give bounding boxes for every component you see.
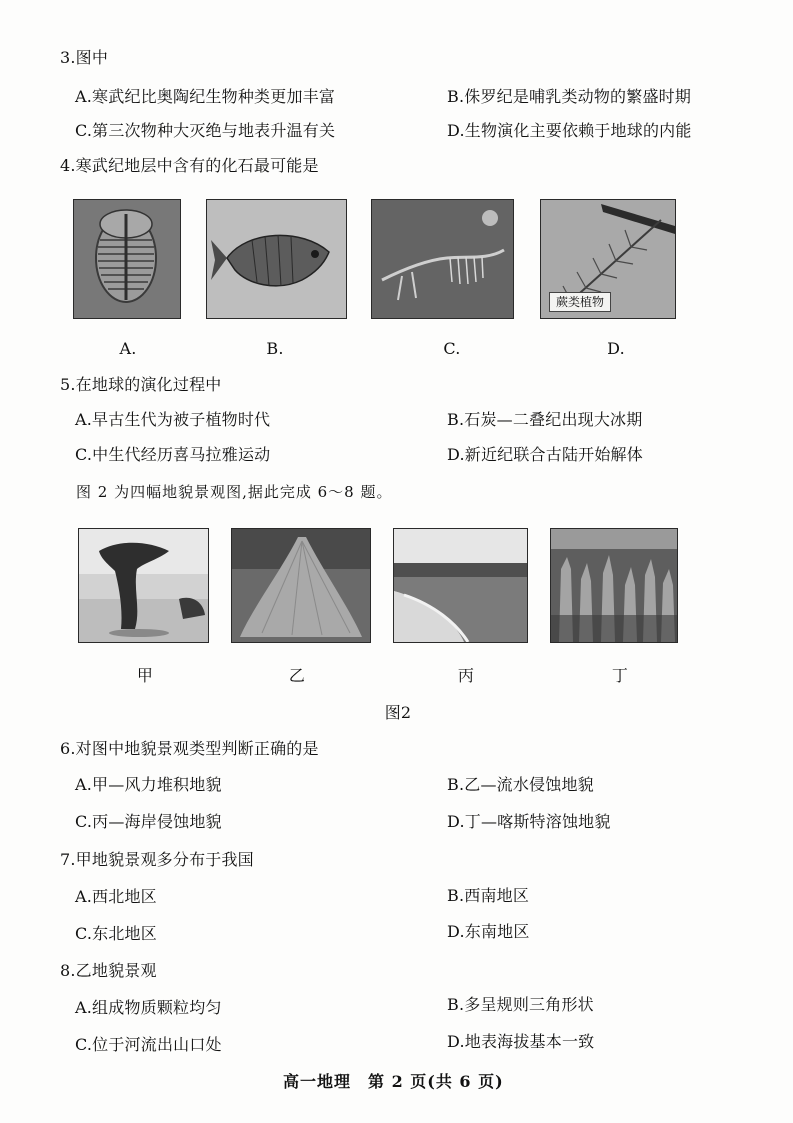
- question-6-option-a: A.甲—风力堆积地貌: [75, 775, 222, 794]
- question-5-stem: 5.在地球的演化过程中: [60, 375, 222, 394]
- figure-2-intro: 图 2 为四幅地貌景观图,据此完成 6～8 题。: [76, 483, 393, 501]
- fossil-caption-c: C.: [443, 339, 461, 358]
- question-8-option-a: A.组成物质颗粒均匀: [75, 998, 222, 1017]
- landform-caption-ding: 丁: [611, 666, 629, 685]
- question-3-stem: 3.图中: [60, 48, 109, 67]
- page-footer: 高一地理 第 2 页(共 6 页): [283, 1072, 504, 1091]
- dinosaur-skeleton-fossil-image: [371, 199, 514, 319]
- landform-caption-yi: 乙: [288, 666, 306, 685]
- mushroom-rock-landform-image: [78, 528, 209, 643]
- fossil-caption-b: B.: [266, 339, 284, 358]
- question-3-option-d: D.生物演化主要依赖于地球的内能: [447, 121, 692, 140]
- question-5-option-a: A.早古生代为被子植物时代: [75, 410, 271, 429]
- question-6-option-d: D.丁—喀斯特溶蚀地貌: [447, 812, 611, 831]
- question-8-option-c: C.位于河流出山口处: [75, 1035, 222, 1054]
- landform-caption-bing: 丙: [457, 666, 475, 685]
- fern-fossil-image: [540, 199, 676, 319]
- question-4-stem: 4.寒武纪地层中含有的化石最可能是: [60, 156, 319, 175]
- question-6-stem: 6.对图中地貌景观类型判断正确的是: [60, 739, 319, 758]
- question-7-stem: 7.甲地貌景观多分布于我国: [60, 850, 254, 869]
- beach-coast-landform-image: [393, 528, 528, 643]
- question-3-option-b: B.侏罗纪是哺乳类动物的繁盛时期: [447, 87, 692, 106]
- fossil-caption-d: D.: [607, 339, 625, 358]
- question-7-option-a: A.西北地区: [75, 887, 157, 906]
- question-6-option-c: C.丙—海岸侵蚀地貌: [75, 812, 222, 831]
- karst-stone-forest-image: [550, 528, 678, 643]
- trilobite-fossil-image: [73, 199, 181, 319]
- question-3-option-c: C.第三次物种大灭绝与地表升温有关: [75, 121, 336, 140]
- question-7-option-c: C.东北地区: [75, 924, 157, 943]
- landform-caption-jia: 甲: [136, 666, 154, 685]
- question-8-stem: 8.乙地貌景观: [60, 961, 157, 980]
- fossil-caption-a: A.: [119, 339, 137, 358]
- question-7-option-b: B.西南地区: [447, 886, 530, 905]
- question-3-option-a: A.寒武纪比奥陶纪生物种类更加丰富: [75, 87, 336, 106]
- question-7-option-d: D.东南地区: [447, 922, 530, 941]
- fern-plant-label: 蕨类植物: [549, 292, 611, 312]
- question-5-option-c: C.中生代经历喜马拉雅运动: [75, 445, 271, 464]
- question-8-option-b: B.多呈规则三角形状: [447, 995, 594, 1014]
- fish-fossil-image: [206, 199, 347, 319]
- question-8-option-d: D.地表海拔基本一致: [447, 1032, 595, 1051]
- figure-2-title: 图2: [384, 703, 412, 722]
- question-5-option-b: B.石炭—二叠纪出现大冰期: [447, 410, 643, 429]
- alluvial-fan-landform-image: [231, 528, 371, 643]
- question-5-option-d: D.新近纪联合古陆开始解体: [447, 445, 643, 464]
- question-6-option-b: B.乙—流水侵蚀地貌: [447, 775, 594, 794]
